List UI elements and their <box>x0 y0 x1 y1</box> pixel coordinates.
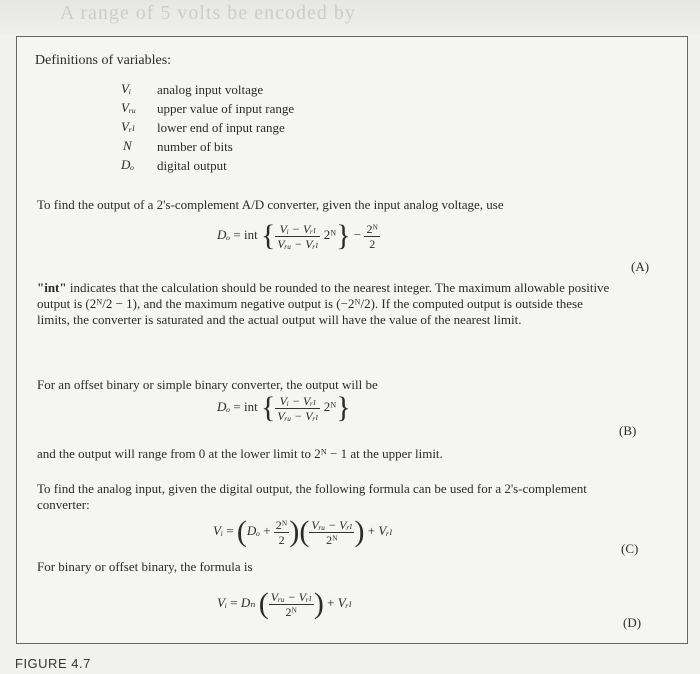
figure-caption: FIGURE 4.7 <box>15 656 91 671</box>
binary-intro: For binary or offset binary, the formula is <box>37 559 253 574</box>
var-desc: lower end of input range <box>157 120 285 135</box>
eq-a-half: $\frac{\text{2ᴺ}}{2}$ <box>366 221 379 251</box>
var-symbol: Dₒ <box>121 157 135 172</box>
var-desc: number of bits <box>157 139 233 154</box>
var-desc: upper value of input range <box>157 101 295 116</box>
int-note: "int" indicates that the calculation should be rounded to the nearest integer. The maximum allowable positive output is (2ᴺ/2 − 1), and the maximum negative output is (−2ᴺ/2). If the computed output is outside these limits, the converter is saturated and the actual output will have the value of the nearest limit. <box>37 280 610 327</box>
page-top-fragment <box>0 0 700 34</box>
var-desc: analog input voltage <box>157 82 264 97</box>
equation-label-a: (A) <box>631 259 650 274</box>
analog-intro: To find the analog input, given the digital output, the following formula can be used for a 2's-complement converter: <box>37 481 587 512</box>
equation-a: Dₒ = int { $\frac{\text{Vᵢ − Vᵣₗ}}{\text{Vᵣᵤ − Vᵣₗ}}$ 2ᴺ} − $\frac{\text{2ᴺ}}{2}$ <box>217 219 379 252</box>
var-symbol: Vᵣᵤ <box>121 100 136 115</box>
eq-a-do: Dₒ <box>217 226 231 242</box>
eq-a-fraction: $\frac{\text{Vᵢ − Vᵣₗ}}{\text{Vᵣᵤ − Vᵣₗ}}$ <box>277 221 319 251</box>
definitions-box <box>16 36 688 644</box>
var-symbol: Vᵢ <box>121 81 131 96</box>
equation-label-c: (C) <box>621 541 639 556</box>
equation-d: Vᵢ = Dₙ ( $\frac{\text{Vᵣᵤ − Vᵣₗ}}{\text{2ᴺ}}$ ) + Vᵣₗ <box>217 587 353 620</box>
offset-intro: For an offset binary or simple binary converter, the output will be <box>37 377 378 392</box>
offset-range: and the output will range from 0 at the lower limit to 2ᴺ − 1 at the upper limit. <box>37 446 443 461</box>
equation-label-d: (D) <box>623 615 642 630</box>
var-symbol: N <box>123 138 132 153</box>
intro-2s-complement: To find the output of a 2's-complement A/D converter, given the input analog voltage, use <box>37 197 504 212</box>
eq-a-2n: 2ᴺ <box>323 226 337 242</box>
equation-label-b: (B) <box>619 423 637 438</box>
var-symbol: Vᵣₗ <box>121 119 136 134</box>
equation-c: Vᵢ = (Dₒ + $\frac{\text{2ᴺ}}{2}$ )( $\frac{\text{Vᵣᵤ − Vᵣₗ}}{\text{2ᴺ}}$ ) + Vᵣₗ <box>213 515 393 548</box>
equation-b: Dₒ = int { $\frac{\text{Vᵢ − Vᵣₗ}}{\text{Vᵣᵤ − Vᵣₗ}}$ 2ᴺ} <box>217 391 351 424</box>
faded-text: A range of 5 volts be encoded by <box>60 2 356 24</box>
eq-a-int: int <box>243 226 258 242</box>
var-desc: digital output <box>157 158 227 173</box>
heading: Definitions of variables: <box>35 53 172 68</box>
